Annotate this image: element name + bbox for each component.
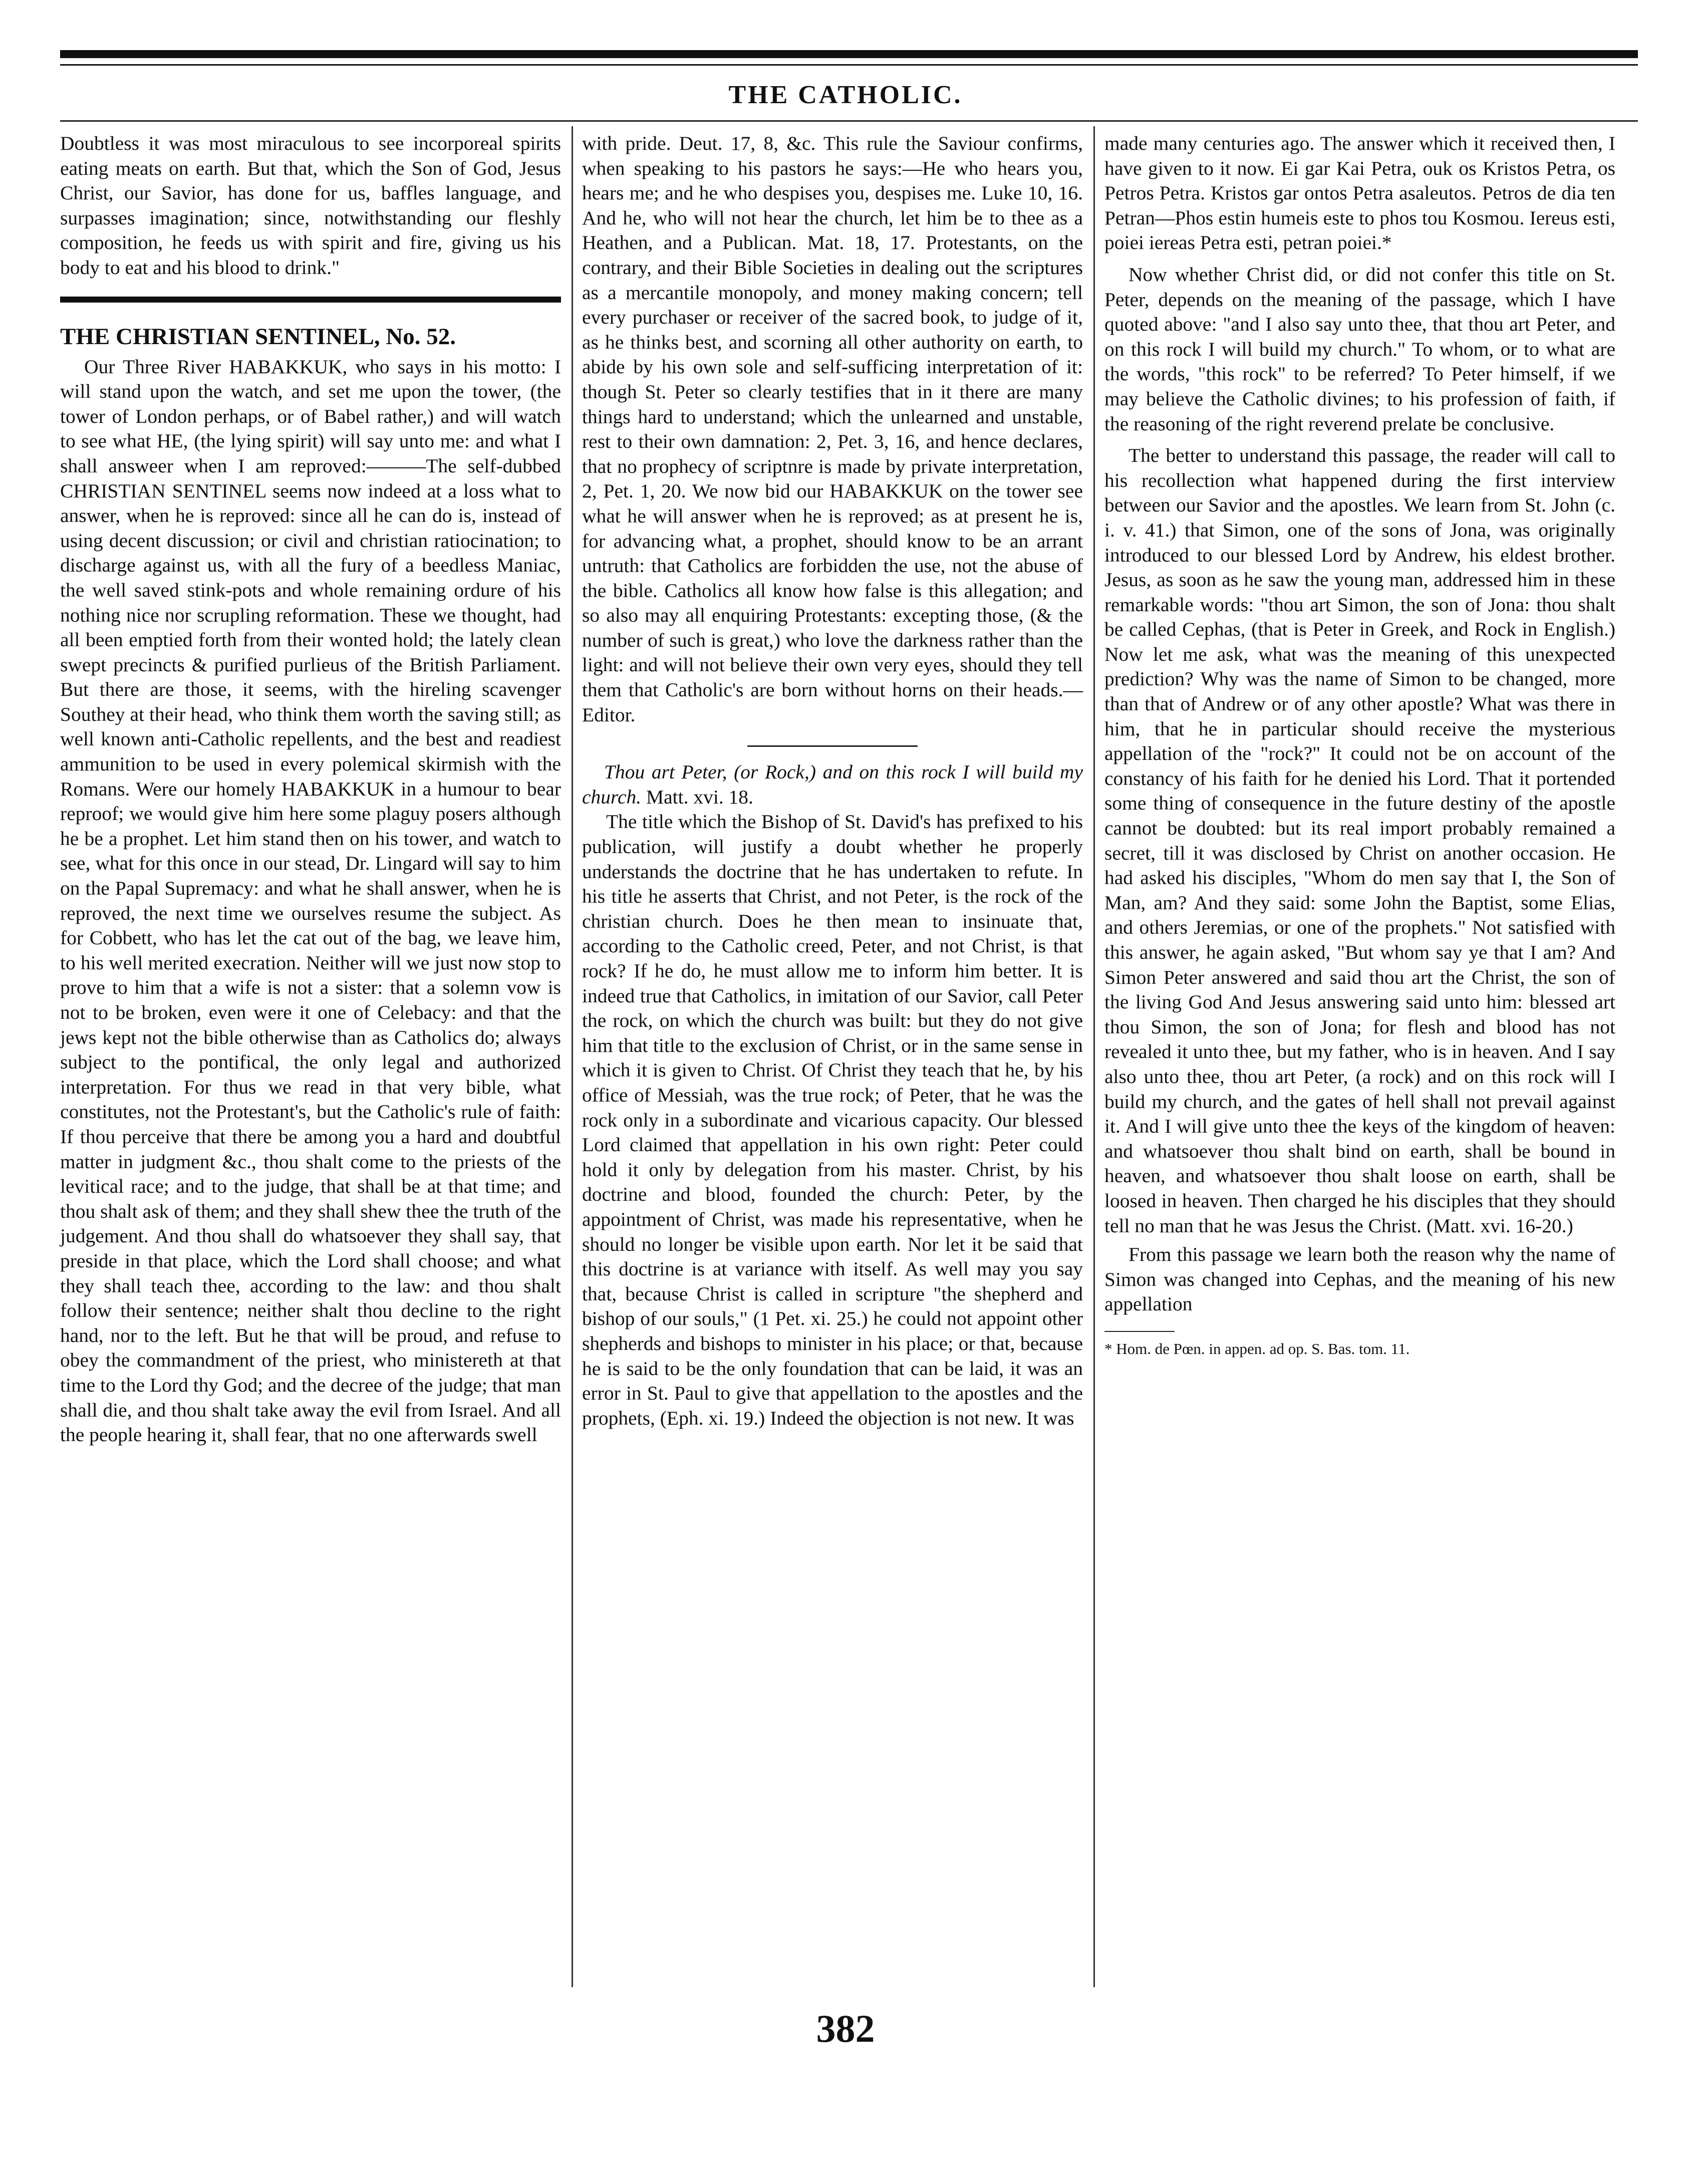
paragraph: made many centuries ago. The answer which it received then, I have given to it now. Ei gar Kai Petra, ouk os Kristos Petra, os Petros Petra. Kristos gar ontos Petra asaleutos. Petros de dia ten Petran—Phos estin humeis este to phos tou Kosmou. Iereus esti, poiei iereas Petra esti, petran poiei.*	[1104, 132, 1615, 254]
column-divider	[572, 126, 573, 1987]
top-thin-rule	[60, 64, 1638, 66]
section-divider	[747, 745, 918, 747]
column-1	[60, 131, 561, 1448]
page-number: 382	[816, 2007, 875, 2050]
paragraph: The title which the Bishop of St. David's has prefixed to his publication, will justify a doubt whether he properly understands the doctrine that he has undertaken to refute. In his title he asserts that Christ, and not Peter, is the rock of the christian church. Does he then mean to insinuate that, according to the Catholic creed, Peter, and not Christ, is that rock? If he do, he must allow me to inform him better. It is indeed true that Catholics, in imitation of our Savior, call Peter the rock, on which the church was built: but they do not give him that title to the exclusion of Christ, or in the same sense in which it is given to Christ. Of Christ they teach that he, by his office of Messiah, was the true rock; of Peter, that he was the rock only in a subordinate and vicarious capacity. Our blessed Lord claimed that appellation in his own right: Peter could hold it only by delegation from his master. Christ, by his doctrine and blood, founded the church: Peter, by the appointment of Christ, was made his representative, when he should no longer be visible upon earth. Nor let it be said that this doctrine is at variance with itself. As well may you say that, because Christ is called in scripture "the shepherd and bishop of our souls," (1 Pet. xi. 25.) he could not appoint other shepherds and bishops to minister in his place; or that, because he is said to be the only foundation that can be laid, it was an error in St. Paul to give that appellation to the apostles and the prophets, (Eph. xi. 19.) Indeed the objection is not new. It was	[582, 810, 1083, 1429]
section-divider	[60, 297, 561, 303]
paragraph: Doubtless it was most miraculous to see incorporeal spirits eating meats on earth. But that, which the Son of God, Jesus Christ, our Savior, has done for us, baffles language, and surpasses imagination; since, notwithstanding our fleshly composition, he feeds us with spirit and fire, giving us his body to eat and his blood to drink."	[60, 132, 561, 279]
column-3	[1104, 131, 1615, 1359]
paragraph: From this passage we learn both the reason why the name of Simon was changed into Cephas, and the meaning of his new appellation	[1104, 1243, 1615, 1315]
paragraph: with pride. Deut. 17, 8, &c. This rule the Saviour confirms, when speaking to his pastors he says:—He who hears you, hears me; and he who despises you, despises me. Luke 10, 16. And he, who will not hear the church, let him be to thee as a Heathen, and a Publican. Mat. 18, 17. Protestants, on the contrary, and their Bible Societies in dealing out the scriptures as a mercantile monopoly, and money making concern; tell every purchaser or receiver of the sacred book, to judge of it, as he thinks best, and scorning all other authority on earth, to abide by his own sole and self-sufficing interpretation of it: though St. Peter so clearly testifies that in it there are many things hard to understand; which the unlearned and unstable, rest to their own damnation: 2, Pet. 3, 16, and hence declares, that no prophecy of scriptnre is made by private interpretation, 2, Pet. 1, 20. We now bid our HABAKKUK on the tower see what he will answer when he is reproved; as at present he is, for advancing what, a prophet, should know to be an arrant untruth: that Catholics are forbidden the use, not the abuse of the bible. Catholics all know how false is this allegation; and so also may all enquiring Protestants: excepting those, (& the number of such is great,) who love the darkness rather than the light: and will not believe their own very eyes, should they tell them that Catholic's are born without horns on their heads.—Editor.	[582, 132, 1083, 726]
paragraph: Our Three River HABAKKUK, who says in his motto: I will stand upon the watch, and set me upon the tower, (the tower of London perhaps, or of Babel rather,) and will watch to see what HE, (the lying spirit) will say unto me: and what I shall answeer when I am reproved:———The self-dubbed CHRISTIAN SENTINEL seems now indeed at a loss what to answer, when he is reproved: since all he can do is, instead of using decent discussion; or civil and christian ratiocination; to discharge against us, with all the fury of a beedless Maniac, the well saved stink-pots and whole remaining ordure of his nothing nice nor scrupling reformation. These we thought, had all been emptied forth from their wonted hold; the lately clean swept precincts & purified purlieus of the British Parliament. But there are those, it seems, with the hireling scavenger Southey at their head, who think them worth the saving still; as well known anti-Catholic repellents, and the best and readiest ammunition to be used in every polemical skirmish with the Romans. Were our homely HABAKKUK in a humour to bear reproof; we would give him here some plaguy posers although he be a prophet. Let him stand then on his tower, and watch to see, what for this once in our stead, Dr. Lingard will say to him on the Papal Supremacy: and what he shall answer, when he is reproved, the next time we ourselves resume the subject. As for Cobbett, who has let the cat out of the bag, we leave him, to his well merited execration. Neither will we just now stop to prove to him that a wife is not a sister: that a solemn vow is not to be broken, even were it one of Celebacy: and that the jews kept not the bible otherwise than as Catholics do; always subject to the pontifical, the only legal and authorized interpretation. For thus we read in that very bible, what constitutes, not the Protestant's, but the Catholic's rule of faith: If thou perceive that there be among you a hard and doubtful matter in judgment &c., thou shalt come to the priests of the levitical race; and to the judge, that shall be at that time; and thou shalt ask of them; and they shall shew thee the truth of the judgement. And thou shall do whatsoever they shall say, that preside in that place, which the Lord shall choose; and what they shall teach thee, according to the law: and thou shalt follow their sentence; neither shalt thou decline to the right hand, nor to the left. But he that will be proud, and refuse to obey the commandment of the priest, who ministereth at that time to the Lord thy God; and the decree of the judge; that man shall die, and thou shalt take away the evil from Israel. And all the people hearing it, shall fear, that no one afterwards swell	[60, 355, 561, 1446]
paragraph: The better to understand this passage, the reader will call to his recollection what happened during the first interview between our Savior and the apostles. We learn from St. John (c. i. v. 41.) that Simon, one of the sons of Jona, was originally introduced to our blessed Lord by Andrew, his eldest brother. Jesus, as soon as he saw the young man, addressed him in these remarkable words: "thou art Simon, the son of Jona: thou shalt be called Cephas, (that is Peter in Greek, and Rock in English.) Now let me ask, what was the meaning of this unexpected prediction? Why was the name of Simon to be changed, more than that of Andrew or of any other apostle? What was there in him, that he in particular should receive the mysterious appellation of the "rock?" It could not be on account of the constancy of his faith for he denied his Lord. That it portended some thing of consequence in the future destiny of the apostle cannot be doubted: but its real import probably remained a secret, till it was disclosed by Christ on another occasion. He had asked his disciples, "Whom do men say that I, the Son of Man, am? And they said: some John the Baptist, some Elias, and others Jeremias, or one of the prophets." Not satisfied with this answer, he again asked, "But whom say ye that I am? And Simon Peter answered and said thou art the Christ, the son of the living God And Jesus answering said unto him: blessed art thou Simon, the son of Jona; for flesh and blood has not revealed it unto thee, but my father, who is in heaven. And I say also unto thee, thou art Peter, (a rock) and on this rock will I build my church, and the gates of hell shall not prevail against it. And I will give unto thee the keys of the kingdom of heaven: and whatsoever thou shalt bind on earth, shall be bound in heaven, and whatsoever thou shalt loose on earth, shall be loosed in heaven. Then charged he his disciples that they should tell no man that he was Jesus the Christ. (Matt. xvi. 16-20.)	[1104, 444, 1615, 1237]
epigraph-text: Thou art Peter, (or Rock,) and on this rock I will build my church.	[582, 761, 1083, 808]
paragraph: Now whether Christ did, or did not confer this title on St. Peter, depends on the meaning of the passage, which I have quoted above: "and I also say unto thee, that thou art Peter, and on this rock I will build my church." To whom, or to what are the words, "this rock" to be referred? To Peter himself, if we may believe the Catholic divines; to his profession of faith, if the reasoning of the right reverend prelate be conclusive.	[1104, 263, 1615, 435]
top-heavy-rule	[60, 50, 1638, 58]
epigraph-citation: Matt. xvi. 18.	[646, 785, 753, 808]
scripture-epigraph	[582, 760, 1083, 809]
column-divider	[1093, 126, 1095, 1987]
masthead-rule	[60, 120, 1638, 122]
footnote: * Hom. de Pœn. in appen. ad op. S. Bas. tom. 11.	[1104, 1339, 1410, 1357]
page-title: THE CATHOLIC.	[728, 81, 963, 109]
column-2	[582, 131, 1083, 1431]
article-heading: THE CHRISTIAN SENTINEL, No. 52.	[60, 323, 456, 350]
footnote-rule	[1104, 1331, 1175, 1332]
